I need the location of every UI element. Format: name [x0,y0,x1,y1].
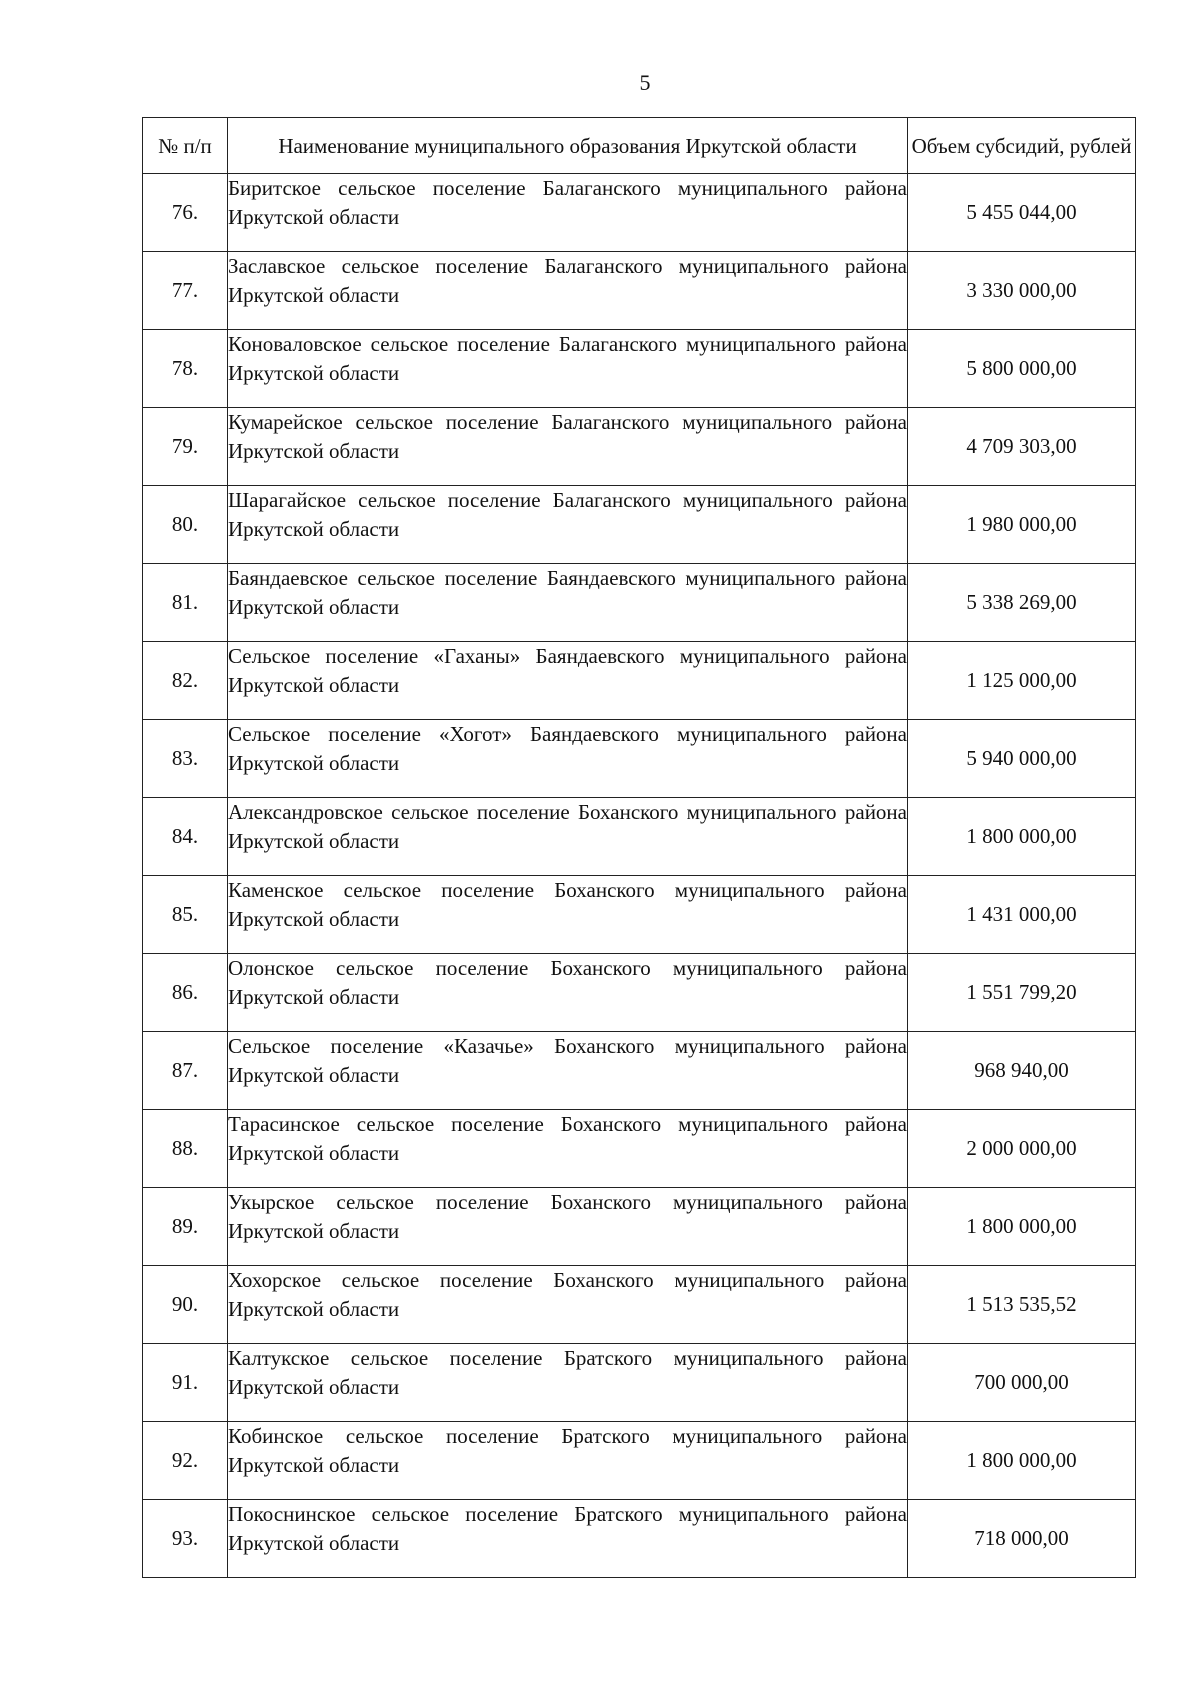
table-row [143,954,1136,1032]
row-number: 76. [143,174,228,252]
municipality-name: Шарагайское сельское поселение Балаганского муниципального района Иркутской области [228,486,908,564]
municipality-name: Кумарейское сельское поселение Балаганского муниципального района Иркутской области [228,408,908,486]
row-number: 79. [143,408,228,486]
municipality-name: Олонское сельское поселение Боханского муниципального района Иркутской области [228,954,908,1032]
municipality-name: Укырское сельское поселение Боханского муниципального района Иркутской области [228,1188,908,1266]
municipality-name: Сельское поселение «Казачье» Боханского муниципального района Иркутской области [228,1032,908,1110]
page-number: 5 [639,70,651,95]
row-number: 77. [143,252,228,330]
row-number: 88. [143,1110,228,1188]
row-number: 82. [143,642,228,720]
subsidy-amount: 4 709 303,00 [908,408,1136,486]
row-number: 85. [143,876,228,954]
table-row [143,564,1136,642]
municipality-name: Калтукское сельское поселение Братского муниципального района Иркутской области [228,1344,908,1422]
table-row [143,252,1136,330]
row-number: 78. [143,330,228,408]
header-subsidy-amount: Объем субсидий, рублей [908,118,1136,174]
subsidy-amount: 5 940 000,00 [908,720,1136,798]
subsidy-amount: 1 513 535,52 [908,1266,1136,1344]
municipality-name: Кобинское сельское поселение Братского муниципального района Иркутской области [228,1422,908,1500]
header-number: № п/п [143,118,228,174]
subsidy-amount: 718 000,00 [908,1500,1136,1578]
row-number: 92. [143,1422,228,1500]
table-row [143,1188,1136,1266]
table-row [143,876,1136,954]
row-number: 87. [143,1032,228,1110]
row-number: 84. [143,798,228,876]
municipality-name: Тарасинское сельское поселение Боханского муниципального района Иркутской области [228,1110,908,1188]
municipality-name: Каменское сельское поселение Боханского муниципального района Иркутской области [228,876,908,954]
table-row [143,1500,1136,1578]
subsidy-table [142,117,1136,1578]
subsidy-amount: 700 000,00 [908,1344,1136,1422]
table-row [143,798,1136,876]
row-number: 80. [143,486,228,564]
subsidy-amount: 1 980 000,00 [908,486,1136,564]
table-row [143,1032,1136,1110]
row-number: 89. [143,1188,228,1266]
table-row [143,330,1136,408]
table-row [143,720,1136,798]
table-row [143,1110,1136,1188]
municipality-name: Хохорское сельское поселение Боханского муниципального района Иркутской области [228,1266,908,1344]
header-municipality-name: Наименование муниципального образования Иркутской области [228,118,908,174]
row-number: 91. [143,1344,228,1422]
table-row [143,1422,1136,1500]
subsidy-amount: 1 551 799,20 [908,954,1136,1032]
row-number: 86. [143,954,228,1032]
subsidy-amount: 1 800 000,00 [908,798,1136,876]
subsidy-amount: 1 125 000,00 [908,642,1136,720]
row-number: 81. [143,564,228,642]
municipality-name: Покоснинское сельское поселение Братского муниципального района Иркутской области [228,1500,908,1578]
row-number: 90. [143,1266,228,1344]
municipality-name: Биритское сельское поселение Балаганского муниципального района Иркутской области [228,174,908,252]
municipality-name: Александровское сельское поселение Боханского муниципального района Иркутской области [228,798,908,876]
municipality-name: Сельское поселение «Хогот» Баяндаевского муниципального района Иркутской области [228,720,908,798]
row-number: 83. [143,720,228,798]
municipality-name: Сельское поселение «Гаханы» Баяндаевского муниципального района Иркутской области [228,642,908,720]
subsidy-amount: 1 800 000,00 [908,1422,1136,1500]
header-row [143,118,1136,174]
table-row [143,642,1136,720]
table-header [143,118,1136,174]
row-number: 93. [143,1500,228,1578]
table-body [143,174,1136,1578]
table-row [143,408,1136,486]
municipality-name: Баяндаевское сельское поселение Баяндаевского муниципального района Иркутской области [228,564,908,642]
subsidy-amount: 5 338 269,00 [908,564,1136,642]
table-row [143,1344,1136,1422]
subsidy-amount: 3 330 000,00 [908,252,1136,330]
subsidy-amount: 2 000 000,00 [908,1110,1136,1188]
table-row [143,486,1136,564]
subsidy-amount: 968 940,00 [908,1032,1136,1110]
municipality-name: Заславское сельское поселение Балаганского муниципального района Иркутской области [228,252,908,330]
subsidy-amount: 1 800 000,00 [908,1188,1136,1266]
table-row [143,1266,1136,1344]
table-row [143,174,1136,252]
subsidy-amount: 5 800 000,00 [908,330,1136,408]
municipality-name: Коноваловское сельское поселение Балаганского муниципального района Иркутской области [228,330,908,408]
subsidy-amount: 5 455 044,00 [908,174,1136,252]
subsidy-amount: 1 431 000,00 [908,876,1136,954]
